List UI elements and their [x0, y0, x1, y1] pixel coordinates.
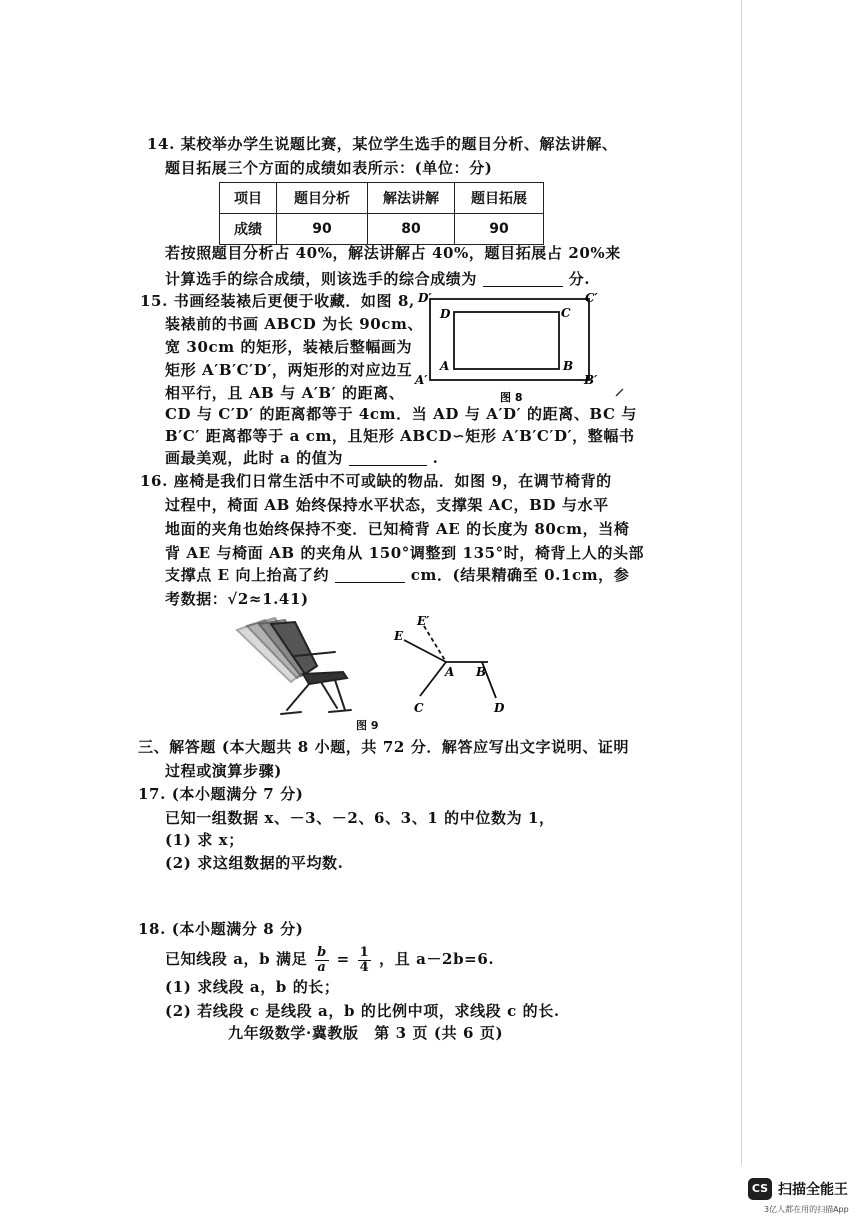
inner-rectangle [454, 312, 559, 369]
q18-stem-text: 已知线段 a，b 满足 [165, 950, 308, 968]
q14-line-4 [165, 268, 590, 290]
label-d-prime: D′ [418, 291, 432, 305]
q15-line-4: 矩形 A′B′C′D′，两矩形的对应边互 [165, 361, 413, 379]
label-a: A [440, 359, 450, 373]
q15-line-2: 装裱前的书画 ABCD 为长 90cm、 [165, 315, 424, 333]
fraction-one-quarter [358, 946, 372, 975]
label-c: C [414, 701, 424, 715]
table-header-cell: 项目 [220, 183, 277, 214]
watermark-brand: 扫描全能王 [778, 1182, 848, 1198]
q17-title: 17. (本小题满分 7 分) [138, 785, 304, 803]
figure-9-caption: 图 9 [356, 719, 379, 732]
figure-8-diagram [412, 290, 602, 406]
score-table [219, 182, 544, 245]
table-header-row [220, 183, 544, 214]
label-e-prime: E′ [417, 614, 430, 628]
q14-text: 计算选手的综合成绩，则该选手的综合成绩为 [165, 270, 478, 288]
fraction-denominator: 4 [359, 959, 370, 975]
label-a-prime: A′ [415, 373, 428, 387]
label-b-prime: B′ [584, 373, 598, 387]
segment-ac [420, 662, 446, 696]
label-c-prime: C′ [585, 291, 598, 305]
q15-period: . [432, 449, 439, 467]
q15-line-1: 15. 书画经装裱后更便于收藏．如图 8, [140, 292, 415, 310]
q16-line-6: 考数据：√2≈1.41) [165, 590, 309, 608]
figure-9-diagram [390, 612, 520, 720]
label-c: C [561, 306, 571, 320]
table-header-cell: 解法讲解 [368, 183, 455, 214]
q14-line-3: 若按照题目分析占 40%，解法讲解占 40%，题目拓展占 20%来 [165, 244, 621, 262]
label-e: E [394, 629, 404, 643]
q17-stem: 已知一组数据 x、－3、－2、6、3、1 的中位数为 1， [165, 809, 555, 827]
section-3-heading: 三、解答题 (本大题共 8 小题，共 72 分．解答应写出文字说明、证明 [138, 738, 630, 756]
table-cell: 成绩 [220, 214, 277, 245]
q18-title: 18. (本小题满分 8 分) [138, 920, 304, 938]
label-d: D [440, 307, 451, 321]
answer-blank [335, 566, 405, 583]
q16-line-2: 过程中，椅面 AB 始终保持水平状态，支撑架 AC，BD 与水平 [165, 496, 609, 514]
q18-part-2: (2) 若线段 c 是线段 a，b 的比例中项，求线段 c 的长. [165, 1002, 560, 1020]
page-edge-line [741, 0, 742, 1165]
q16-line-3: 地面的夹角也始终保持不变．已知椅背 AE 的长度为 80cm，当椅 [165, 520, 630, 538]
watermark-tagline: 3亿人都在用的扫描App [764, 1205, 849, 1214]
fraction-numerator: b [317, 944, 327, 960]
table-cell: 80 [368, 214, 455, 245]
table-row [220, 214, 544, 245]
label-d: D [494, 701, 505, 715]
q17-part-2: (2) 求这组数据的平均数. [165, 854, 344, 872]
q16-line-5 [165, 564, 629, 586]
label-b: B [476, 665, 487, 679]
fraction-b-over-a [315, 946, 329, 975]
q14-line-1: 14. 某校举办学生说题比赛，某位学生选手的题目分析、解法讲解、 [147, 135, 618, 153]
section-3-heading-cont: 过程或演算步骤) [165, 762, 282, 780]
fraction-numerator: 1 [359, 944, 370, 960]
q15-line-7: B′C′ 距离都等于 a cm，且矩形 ABCD∽矩形 A′B′C′D′，整幅书 [165, 427, 635, 445]
q15-line-6: CD 与 C′D′ 的距离都等于 4cm．当 AD 与 A′D′ 的距离、BC 与 [165, 405, 637, 423]
q18-stem [165, 944, 494, 975]
equals-sign: = [336, 950, 350, 968]
figure-8-caption: 图 8 [500, 391, 523, 404]
stray-mark [614, 386, 626, 398]
page-footer: 九年级数学·冀教版 第 3 页 (共 6 页) [228, 1024, 504, 1042]
q16-text: 支撑点 E 向上抬高了约 [165, 566, 330, 584]
q16-line-1: 16. 座椅是我们日常生活中不可或缺的物品．如图 9，在调节椅背的 [140, 472, 612, 490]
table-cell: 90 [455, 214, 544, 245]
q15-line-5: 相平行，且 AB 与 A′B′ 的距离、 [165, 384, 405, 402]
q14-unit: 分. [568, 270, 591, 288]
table-header-cell: 题目分析 [277, 183, 368, 214]
label-b: B [563, 359, 574, 373]
q15-text: 画最美观，此时 a 的值为 [165, 449, 343, 467]
q17-part-1: (1) 求 x； [165, 831, 244, 849]
q16-line-4: 背 AE 与椅面 AB 的夹角从 150°调整到 135°时，椅背上人的头部 [165, 544, 645, 562]
q15-line-3: 宽 30cm 的矩形，装裱后整幅画为 [165, 338, 413, 356]
q16-text-cont: cm．(结果精确至 0.1cm，参 [410, 566, 630, 584]
q18-part-1: (1) 求线段 a，b 的长； [165, 978, 340, 996]
q18-stem-text-cont: ，且 a－2b=6. [379, 950, 495, 968]
table-cell: 90 [277, 214, 368, 245]
q15-line-8 [165, 447, 438, 469]
answer-blank [349, 449, 427, 466]
answer-blank [483, 270, 563, 287]
fraction-denominator: a [317, 959, 327, 975]
table-header-cell: 题目拓展 [455, 183, 544, 214]
camscanner-logo-icon: CS [748, 1178, 772, 1200]
label-a: A [445, 665, 455, 679]
q14-line-2: 题目拓展三个方面的成绩如表所示：(单位：分) [165, 159, 493, 177]
reclining-chair-illustration [225, 612, 365, 720]
